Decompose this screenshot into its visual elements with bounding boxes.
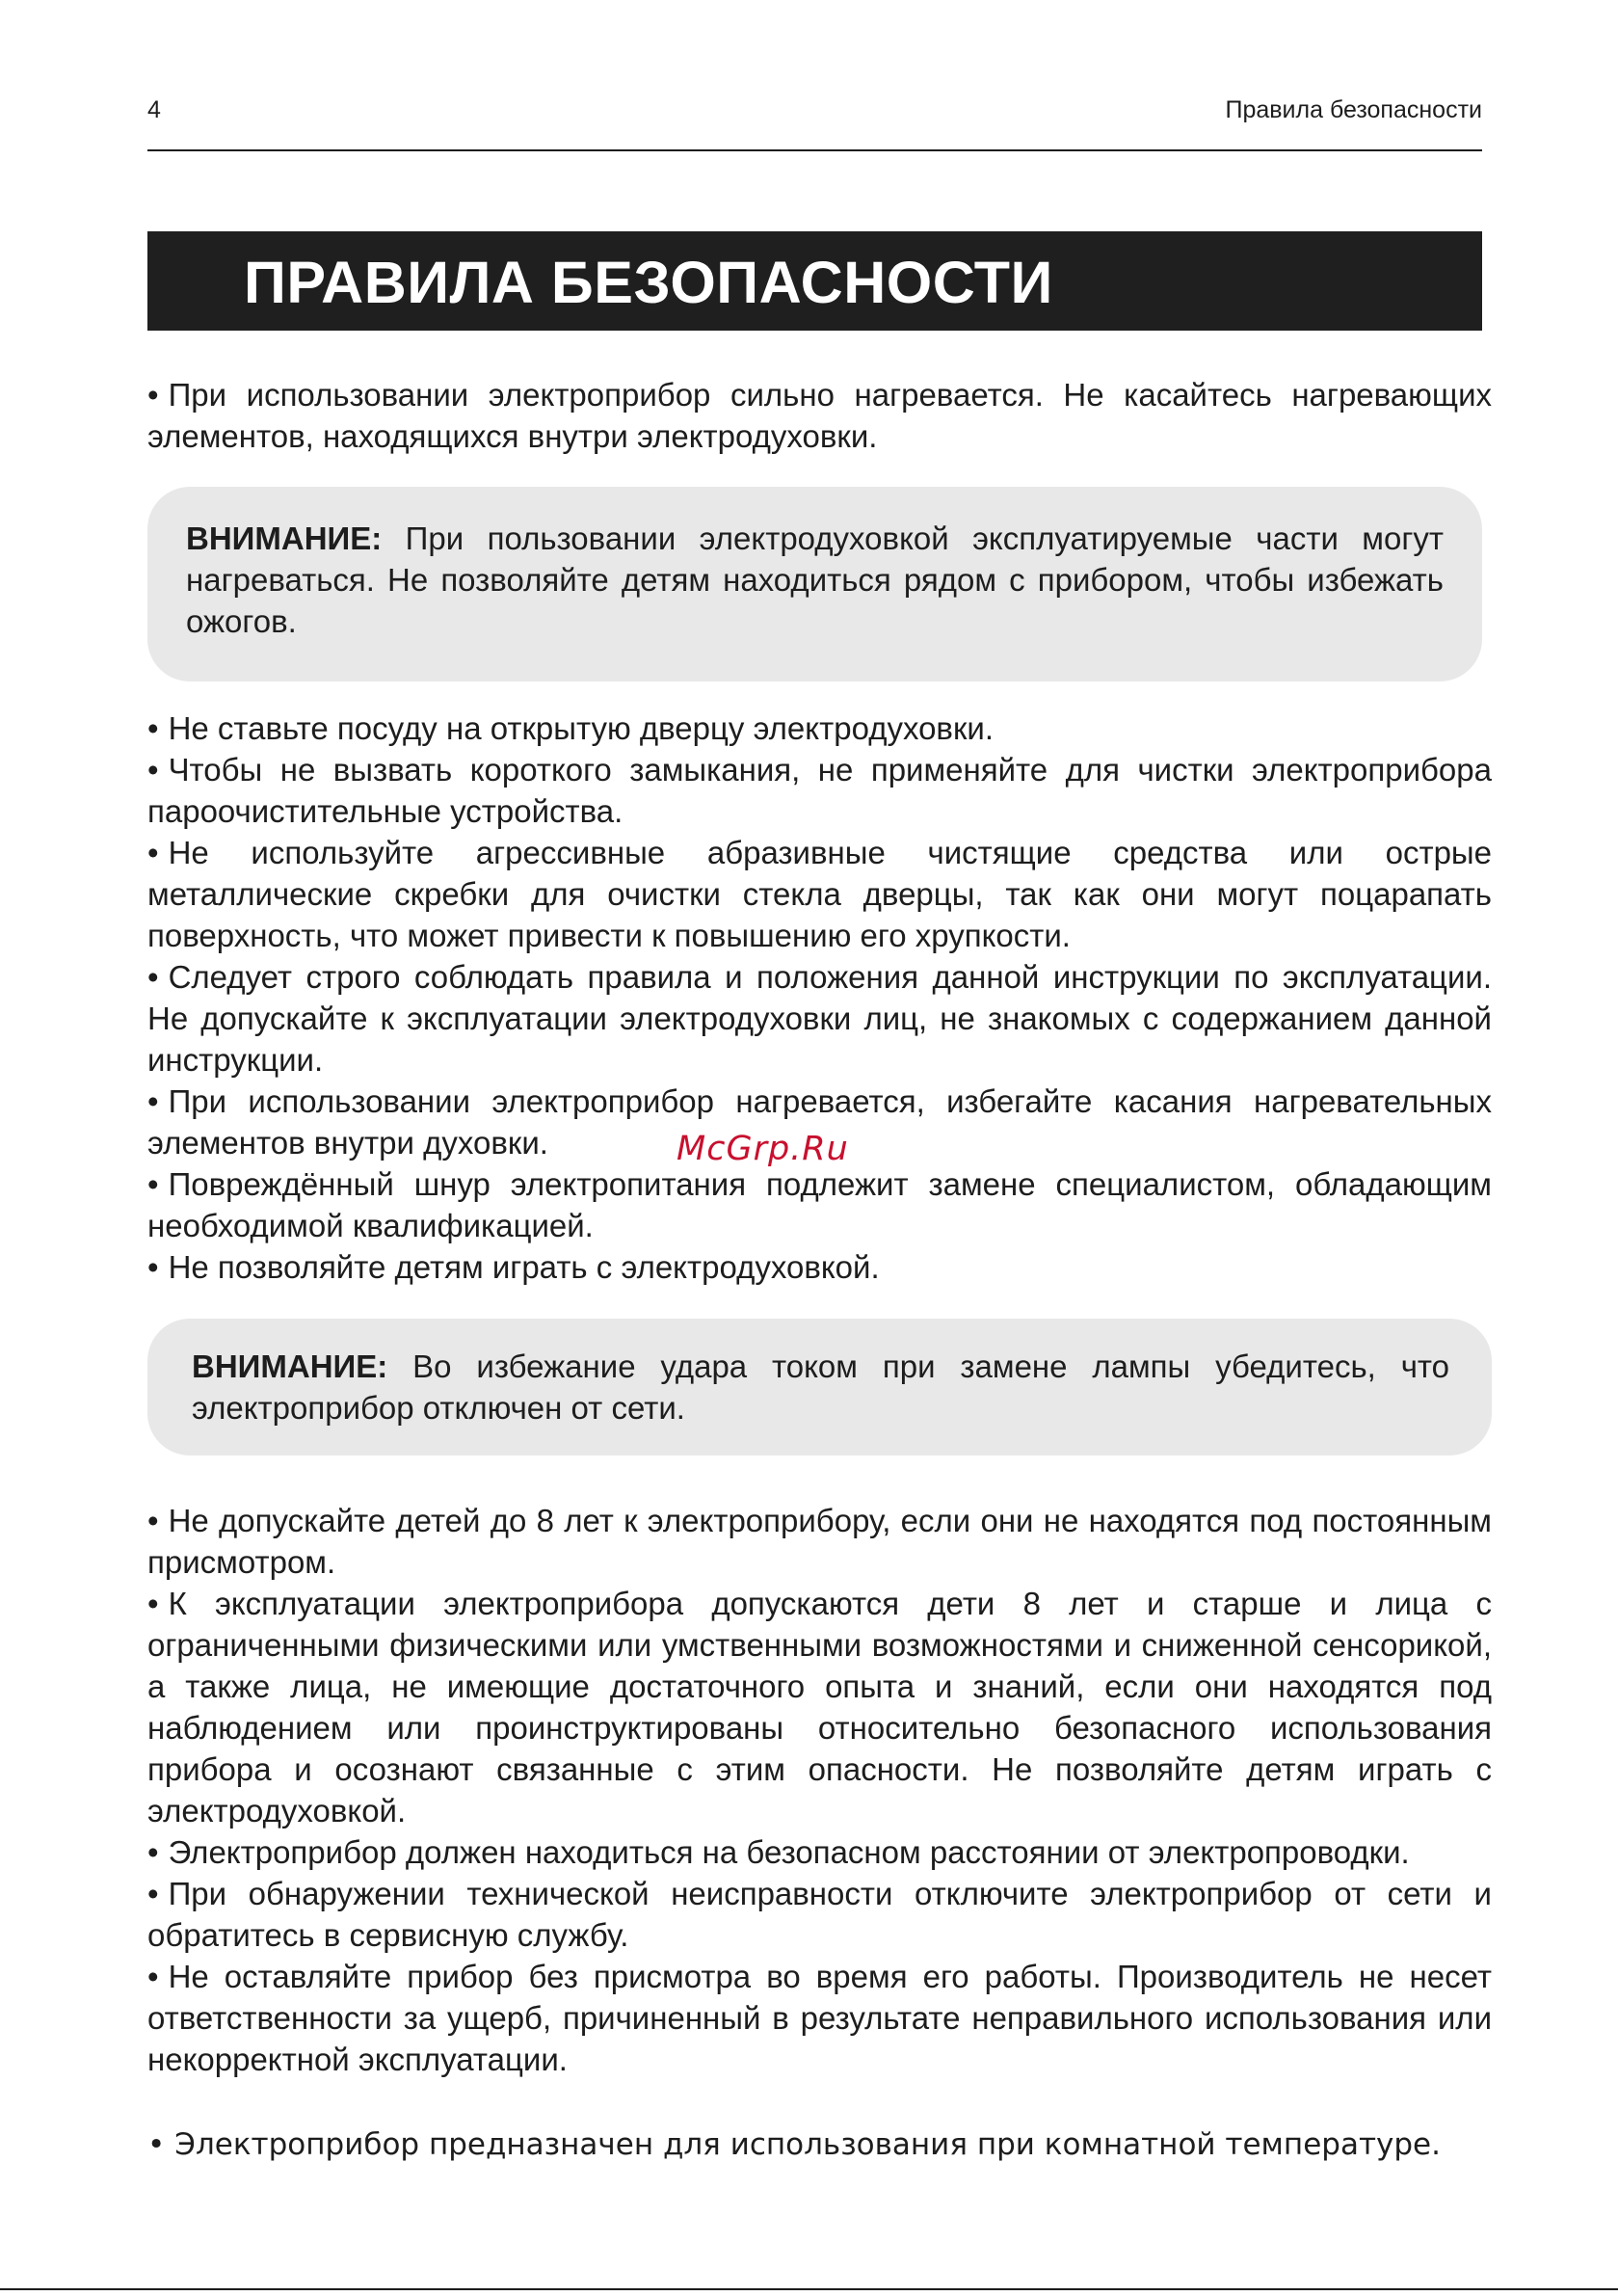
list-item <box>147 749 1492 832</box>
list-item-text: Электроприбор предназначен для использования при комнатной температуре. <box>174 2127 1441 2162</box>
list-item-text: Не оставляйте прибор без присмотра во время его работы. Производитель не несет ответственности за ущерб, причиненный в результате неправильного использования или некорректной эксплуатации. <box>147 1959 1492 2077</box>
list-item-text: Повреждённый шнур электропитания подлежит замене специалистом, обладающим необходимой квалификацией. <box>147 1166 1492 1243</box>
list-item <box>147 956 1492 1081</box>
bullet: • <box>147 752 159 788</box>
warning-text: Во избежание удара током при замене лампы убедитесь, что электроприбор отключен от сети. <box>192 1348 1449 1426</box>
list-item-text: К эксплуатации электроприбора допускаются дети 8 лет и старше и лица с ограниченными физическими или умственными возможностями и сниженной сенсорикой, а также лица, не имеющие достаточного опыта и знаний, если они находятся под наблюдением или проинструктированы относительно безопасного использования прибора и осознают связанные с этим опасности. Не позволяйте детям играть с электродуховкой. <box>147 1586 1492 1829</box>
warning-box-1 <box>147 487 1482 681</box>
bullet: • <box>147 1834 159 1870</box>
list-item <box>147 1583 1492 1831</box>
warning-box-2 <box>147 1319 1492 1455</box>
list-item <box>147 1500 1492 1583</box>
bullet: • <box>147 1586 159 1621</box>
watermark: McGrp.Ru <box>676 1130 849 1168</box>
bullet: • <box>147 1249 159 1285</box>
list-item-text: Не используйте агрессивные абразивные чистящие средства или острые металлические скребки для очистки стекла дверцы, так как они могут поцарапать поверхность, что может привести к повышению его хрупкости. <box>147 835 1492 953</box>
list-item <box>147 1163 1492 1246</box>
bullet: • <box>147 835 159 870</box>
final-list <box>147 1500 1492 2080</box>
list-item-text: Не допускайте детей до 8 лет к электроприбору, если они не находятся под постоянным присмотром. <box>147 1503 1492 1580</box>
bullet: • <box>147 1166 159 1202</box>
list-item-text: При использовании электроприбор нагревается, избегайте касания нагревательных элементов внутри духовки. <box>147 1083 1492 1161</box>
bullet: • <box>147 1503 159 1538</box>
section-title: ПРАВИЛА БЕЗОПАСНОСТИ <box>244 250 1053 315</box>
bullet: • <box>147 1083 159 1119</box>
list-item-text: Электроприбор должен находиться на безопасном расстоянии от электропроводки. <box>168 1834 1410 1870</box>
intro-list <box>147 374 1492 457</box>
list-item <box>147 1956 1492 2080</box>
bottom-rule <box>0 2288 1618 2290</box>
list-item-text: Следует строго соблюдать правила и положения данной инструкции по эксплуатации. Не допускайте к эксплуатации электродуховки лиц, не знакомых с содержанием данной инструкции. <box>147 959 1492 1078</box>
list-item-text: Не позволяйте детям играть с электродуховкой. <box>168 1249 880 1285</box>
bullet: • <box>147 2127 166 2162</box>
list-item-text: При использовании электроприбор сильно нагревается. Не касайтесь нагревающих элементов, находящихся внутри электродуховки. <box>147 377 1492 454</box>
bullet: • <box>147 377 159 413</box>
bullet: • <box>147 1876 159 1911</box>
section-title-bar <box>147 231 1482 331</box>
running-head: Правила безопасности <box>1225 96 1482 123</box>
list-item <box>147 1873 1492 1956</box>
list-item <box>147 1246 1492 1288</box>
list-item <box>147 374 1492 457</box>
warning-text: При пользовании электродуховкой эксплуатируемые части могут нагреваться. Не позволяйте детям находиться рядом с прибором, чтобы избежать ожогов. <box>186 521 1444 639</box>
bullet: • <box>147 959 159 995</box>
list-item-text: При обнаружении технической неисправности отключите электроприбор от сети и обратитесь в сервисную службу. <box>147 1876 1492 1953</box>
warning-label: ВНИМАНИЕ: <box>186 521 383 556</box>
bullet: • <box>147 710 159 746</box>
page-number: 4 <box>147 96 161 123</box>
list-item <box>147 832 1492 956</box>
bullet: • <box>147 1959 159 1994</box>
warning-label: ВНИМАНИЕ: <box>192 1348 388 1384</box>
list-item-text: Чтобы не вызвать короткого замыкания, не применяйте для чистки электроприбора пароочистительные устройства. <box>147 752 1492 829</box>
last-list-item <box>147 2124 1492 2165</box>
list-item <box>147 1831 1492 1873</box>
header-rule <box>147 149 1482 151</box>
list-item <box>147 707 1492 749</box>
list-item-text: Не ставьте посуду на открытую дверцу электродуховки. <box>168 710 994 746</box>
middle-list <box>147 707 1492 1288</box>
